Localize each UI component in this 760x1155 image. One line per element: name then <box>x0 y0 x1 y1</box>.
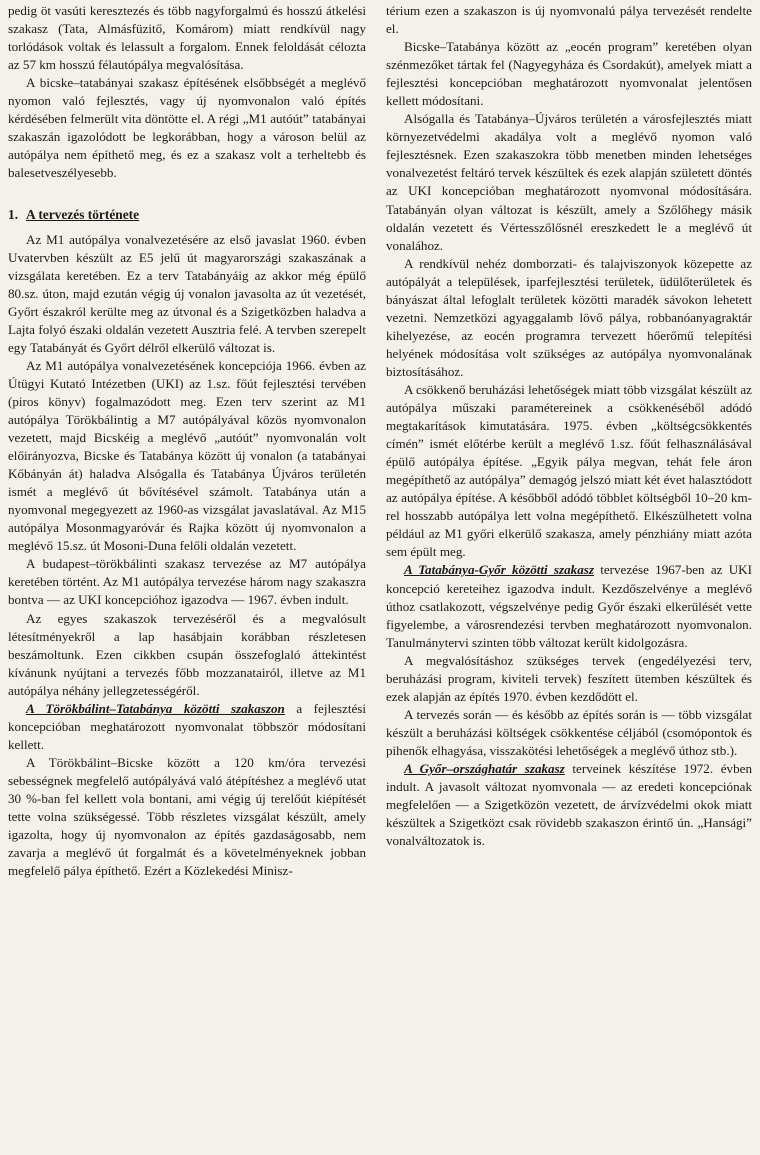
subsection-lead: A Győr–országhatár szakasz <box>404 760 565 776</box>
paragraph <box>386 760 752 850</box>
section-heading <box>8 206 366 224</box>
paragraph <box>8 700 366 754</box>
paragraph: A budapest–törökbálinti szakasz tervezése az M7 autópálya keretében történt. Az M1 autópálya tervezése három nagy szakaszra bontva — az UKI koncepcióhoz igazodva — 1967. évben indult. <box>8 556 366 608</box>
paragraph: A tervezés során — és később az építés során is — több vizsgálat készült a beruházási költségek csökkentése céljából (csomópontok és pihenők elhagyása, visszakötési lehetőségek a meglévő úthoz stb.). <box>386 706 752 758</box>
paragraph: A rendkívül nehéz domborzati- és talajviszonyok közepette az autópályát a települések, iparfejlesztési területek, üdülőterületek és bányászat által lefoglalt területek közötti maradék sávokon lehetett vezetni. Nemzetközi agyaggalamb lövő pálya, robbanóanyagraktár kihelyezése, az eocén programra tervezett hőerőmű telepítési helyének módosítása volt szükséges az autópálya nyomvonalának biztosításához. <box>386 255 752 379</box>
right-column <box>386 2 752 850</box>
paragraph: A bicske–tatabányai szakasz építésének elsőbbségét a meglévő nyomon való fejlesztés, vagy új nyomvonalon való építés kérdésében felmerült vita döntötte el. A régi „M1 autóút” tatabányai szakaszán igazolódott be legkorábban, hogy a városon belül az autópálya nem építhető meg, és ez a szakasz volt a terheltebb és balesetveszélyesebb. <box>8 75 366 181</box>
paragraph: pedig öt vasúti keresztezés és több nagyforgalmú és hosszú átkelési szakasz (Tata, Almásfüzitő, Komárom) miatt rendkívül nagy torlódások voltak és lelassult a forgalom. Ennek feloldását célozta az 57 km hosszú félautópálya megvalósítása. <box>8 3 366 73</box>
paragraph-text: terveinek készítése 1972. évben indult. A javasolt változat nyomvonala — az eredeti koncepciónak megfelelően — a Szigetközön vezetett, de árvízvédelmi okok miatt készültek a Szigetközt csak rövidebb szakaszon érintő ún. „Hansági” vonalváltozatok is. <box>386 760 753 849</box>
paragraph: A Törökbálint–Bicske között a 120 km/óra tervezési sebességnek megfelelő autópályává való átépítéshez a meglévő utat 30 %-ban fel kellett vola bontani, ami végig új terelőút kiépítését tette volna szükségessé. Több részletes vizsgálat készült, amely igazolta, hogy új nyomvonalon az építés gazdaságosabb, nem zavarja a meglévő út forgalmát és a követelményeknek jobban megfelelő pálya építhető. Ezért a Közlekedési Minisz- <box>8 754 366 879</box>
paragraph: Bicske–Tatabánya között az „eocén program” keretében olyan szénmezőket tártak fel (Nagyegyháza és Csordakút), amelyek miatt a fejlesztési koncepcióban meghatározott nyomvonalat jelentősen kellett módosítani. <box>386 39 752 109</box>
subsection-lead: A Tatabánya-Győr közötti szakasz <box>404 562 594 578</box>
paragraph: Az egyes szakaszok tervezéséről és a megvalósult létesítményekről a lap hasábjain korábban részletesen beszámoltunk. Ezen cikkben csupán összefoglaló áttekintést kívánunk nyújtani a tervezés főbb mozzanatairól, illetve az M1 autópálya néhány jellegzetességéről. <box>8 610 366 698</box>
paragraph-text: a fejlesztési koncepcióban meghatározott nyomvonalat többször módosítani kellett. <box>8 700 366 752</box>
paragraph: Az M1 autópálya vonalvezetésére az első javaslat 1960. évben Uvatervben készült az E5 jelű út magyarországi szakaszának a vizsgálata keretében. Ez a terv Tatabányáig az akkor még épülő 80.sz. úton, majd ezután végig új vonalon javasolta az út vezetését, Győrt északról kerülte meg az útvonal és a Szigetközben haladva a Lajta folyó északi oldalán vezetett Ausztria felé. A tervben szerepelt egy Tatabányát és Győrt délről elkerülő változat is. <box>8 231 366 355</box>
paragraph: Alsógalla és Tatabánya–Újváros területén a városfejlesztés miatt környezetvédelmi akadálya volt a meglévő nyomon való fejlesztésnek. Ezen szakaszokra több menetben minden lehetséges vonalvezetést feltáró tervek készültek és ezek alapján született döntés az UKI koncepcióban meghatározott nyomvonal módosítására. Tatabányán olyan változat is készült, amely a Szőlőhegy másik oldalán vezetett és Vértesszőlősnél ereszkedett le a meglévő út vonalához. <box>386 111 752 253</box>
paragraph-text: tervezése 1967-ben az UKI koncepció kereteihez igazodva indult. Kezdőszelvénye a meglévő úthoz csatlakozott, végszelvénye pedig Győr északi elkerülését vette figyelembe, a városrendezési tervben meghatározott nyomvonalon. Tanulmánytervi szinten több változat került kidolgozásra. <box>386 562 752 650</box>
paragraph: Az M1 autópálya vonalvezetésének koncepciója 1966. évben az Útügyi Kutató Intézetben (UKI) az 1.sz. főút fejlesztési tervében (piros könyv) fogalmazódott meg. Ezen terv szerint az M1 autópálya Törökbálintig a M7 autópályával közös nyomvonalon vezetett, majd Bicskéig a meglévő „autóút” nyomvonalán volt előirányozva, Bicske és Tatabánya között új vonalon (a tatabányai Kőbányán át) haladva Alsógalla és Tatabánya Újváros területén ismét a meglévő út bővítésével számolt. Tatabánya után a nyomvonal megegyezett az 1960-as vizsgálat javaslatával. Az M15 autópálya Mosonmagyaróvár és Rajka között új nyomvonalon a meglévő 15.sz. út Mosoni-Duna felőli oldalán vezetett. <box>8 357 366 554</box>
subsection-lead: A Törökbálint–Tatabánya közötti szakaszon <box>26 700 285 716</box>
paragraph: A csökkenő beruházási lehetőségek miatt több vizsgálat készült az autópálya műszaki paramétereinek a csökkenéséből adódó megtakarítások kimutatására. 1975. évben „költségcsökkentés címén” ismét előtérbe került a meglévő 1.sz. főút felhasználásával épülő autópálya építése. „Egyik pálya megvan, tehát fele áron megépíthető az autópálya” demagóg jelszó miatt két évet halasztódott az autópálya építése. A későbből adódó többlet költségből 10–20 km-rel hosszabb autópálya lett volna megépíthető. Elkészülhetett volna például az M1 győri elkerülő szakasza, amely pénzhiány miatt azóta sem épült meg. <box>386 381 752 560</box>
paragraph: térium ezen a szakaszon is új nyomvonalú pálya tervezését rendelte el. <box>386 3 752 37</box>
paragraph <box>386 561 752 651</box>
paragraph: A megvalósításhoz szükséges tervek (engedélyezési terv, beruházási program, kiviteli tervek) feszített ütemben készültek és ezek alapján az építés 1970. évben kezdődött el. <box>386 652 752 704</box>
left-column <box>8 2 366 880</box>
section-title: A tervezés története <box>26 207 140 223</box>
section-number: 1. <box>8 207 19 223</box>
